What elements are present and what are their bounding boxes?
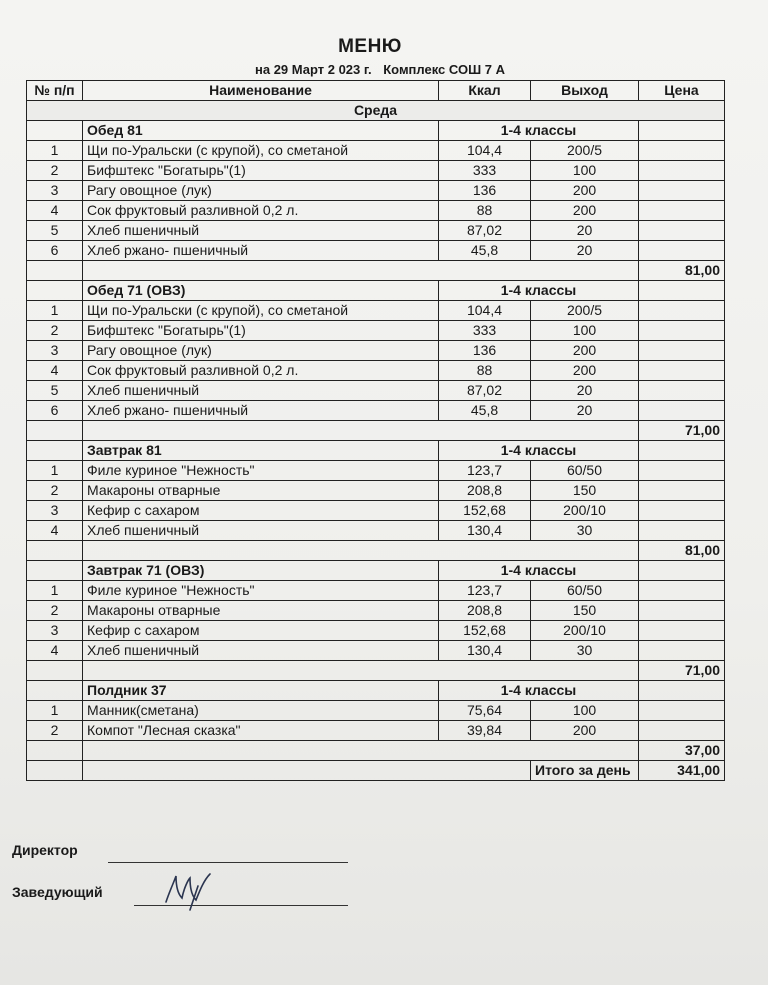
item-yield: 200 bbox=[531, 341, 639, 361]
total-empty-cell bbox=[83, 261, 639, 281]
table-row bbox=[27, 621, 725, 641]
item-yield: 200 bbox=[531, 181, 639, 201]
date-text: на 29 Март 2 023 г. bbox=[255, 62, 372, 77]
table-row bbox=[27, 641, 725, 661]
item-price bbox=[639, 221, 725, 241]
item-yield: 200/10 bbox=[531, 501, 639, 521]
section-group: 1-4 классы bbox=[439, 681, 639, 701]
section-title: Полдник 37 bbox=[83, 681, 439, 701]
item-number: 3 bbox=[27, 621, 83, 641]
table-row bbox=[27, 241, 725, 261]
item-kcal: 45,8 bbox=[439, 401, 531, 421]
item-kcal: 136 bbox=[439, 181, 531, 201]
item-yield: 200 bbox=[531, 201, 639, 221]
item-yield: 30 bbox=[531, 521, 639, 541]
item-name: Макароны отварные bbox=[83, 481, 439, 501]
item-price bbox=[639, 501, 725, 521]
item-number: 2 bbox=[27, 721, 83, 741]
item-price bbox=[639, 161, 725, 181]
section-title: Завтрак 81 bbox=[83, 441, 439, 461]
item-price bbox=[639, 621, 725, 641]
item-price bbox=[639, 481, 725, 501]
section-total: 81,00 bbox=[639, 261, 725, 281]
item-price bbox=[639, 401, 725, 421]
item-yield: 60/50 bbox=[531, 581, 639, 601]
item-kcal: 333 bbox=[439, 321, 531, 341]
table-row bbox=[27, 381, 725, 401]
item-number: 5 bbox=[27, 381, 83, 401]
item-yield: 200/5 bbox=[531, 301, 639, 321]
section-header-row bbox=[27, 281, 725, 301]
item-price bbox=[639, 201, 725, 221]
total-empty-cell bbox=[83, 661, 639, 681]
item-name: Хлеб ржано- пшеничный bbox=[83, 401, 439, 421]
item-kcal: 39,84 bbox=[439, 721, 531, 741]
table-row bbox=[27, 601, 725, 621]
item-yield: 100 bbox=[531, 321, 639, 341]
item-number: 2 bbox=[27, 321, 83, 341]
item-kcal: 130,4 bbox=[439, 521, 531, 541]
section-header-row bbox=[27, 561, 725, 581]
item-yield: 20 bbox=[531, 221, 639, 241]
item-name: Кефир с сахаром bbox=[83, 621, 439, 641]
item-name: Сок фруктовый разливной 0,2 л. bbox=[83, 201, 439, 221]
total-empty-cell bbox=[83, 541, 639, 561]
section-title: Завтрак 71 (ОВЗ) bbox=[83, 561, 439, 581]
item-kcal: 88 bbox=[439, 361, 531, 381]
item-yield: 60/50 bbox=[531, 461, 639, 481]
item-number: 4 bbox=[27, 201, 83, 221]
item-number: 6 bbox=[27, 401, 83, 421]
item-yield: 30 bbox=[531, 641, 639, 661]
item-number: 1 bbox=[27, 461, 83, 481]
section-total-row bbox=[27, 261, 725, 281]
section-num-cell bbox=[27, 121, 83, 141]
menu-table bbox=[26, 80, 725, 781]
section-total: 37,00 bbox=[639, 741, 725, 761]
total-empty-cell bbox=[83, 421, 639, 441]
day-total-row bbox=[27, 761, 725, 781]
section-header-row bbox=[27, 441, 725, 461]
table-row bbox=[27, 141, 725, 161]
item-number: 1 bbox=[27, 301, 83, 321]
item-price bbox=[639, 701, 725, 721]
table-row bbox=[27, 721, 725, 741]
item-price bbox=[639, 301, 725, 321]
item-name: Бифштекс "Богатырь"(1) bbox=[83, 321, 439, 341]
section-total-row bbox=[27, 541, 725, 561]
table-row bbox=[27, 581, 725, 601]
page-title: МЕНЮ bbox=[338, 36, 402, 57]
item-yield: 200 bbox=[531, 361, 639, 381]
item-price bbox=[639, 341, 725, 361]
director-signature-line bbox=[108, 862, 348, 863]
item-name: Щи по-Уральски (с крупой), со сметаной bbox=[83, 141, 439, 161]
item-price bbox=[639, 521, 725, 541]
section-num-cell bbox=[27, 681, 83, 701]
section-total-row bbox=[27, 661, 725, 681]
total-empty-cell bbox=[27, 761, 83, 781]
item-number: 2 bbox=[27, 161, 83, 181]
item-yield: 150 bbox=[531, 481, 639, 501]
item-price bbox=[639, 721, 725, 741]
item-kcal: 87,02 bbox=[439, 221, 531, 241]
section-price-cell bbox=[639, 681, 725, 701]
item-price bbox=[639, 321, 725, 341]
item-number: 6 bbox=[27, 241, 83, 261]
item-number: 4 bbox=[27, 641, 83, 661]
page-subtitle bbox=[0, 62, 760, 77]
item-number: 3 bbox=[27, 501, 83, 521]
table-row bbox=[27, 401, 725, 421]
item-kcal: 75,64 bbox=[439, 701, 531, 721]
table-row bbox=[27, 221, 725, 241]
col-name-header: Наименование bbox=[83, 81, 439, 101]
table-row bbox=[27, 201, 725, 221]
total-empty-cell bbox=[27, 261, 83, 281]
item-name: Компот "Лесная сказка" bbox=[83, 721, 439, 741]
section-price-cell bbox=[639, 281, 725, 301]
table-row bbox=[27, 341, 725, 361]
item-yield: 100 bbox=[531, 701, 639, 721]
director-label: Директор bbox=[12, 842, 78, 858]
item-name: Хлеб пшеничный bbox=[83, 521, 439, 541]
item-kcal: 123,7 bbox=[439, 581, 531, 601]
item-kcal: 88 bbox=[439, 201, 531, 221]
item-kcal: 130,4 bbox=[439, 641, 531, 661]
item-name: Сок фруктовый разливной 0,2 л. bbox=[83, 361, 439, 381]
item-number: 1 bbox=[27, 141, 83, 161]
item-name: Хлеб пшеничный bbox=[83, 641, 439, 661]
total-empty-cell bbox=[27, 541, 83, 561]
item-name: Филе куриное "Нежность" bbox=[83, 461, 439, 481]
item-price bbox=[639, 461, 725, 481]
item-name: Хлеб ржано- пшеничный bbox=[83, 241, 439, 261]
item-name: Щи по-Уральски (с крупой), со сметаной bbox=[83, 301, 439, 321]
section-num-cell bbox=[27, 561, 83, 581]
item-number: 1 bbox=[27, 701, 83, 721]
item-kcal: 136 bbox=[439, 341, 531, 361]
section-title: Обед 71 (ОВЗ) bbox=[83, 281, 439, 301]
section-num-cell bbox=[27, 281, 83, 301]
table-row bbox=[27, 321, 725, 341]
item-kcal: 208,8 bbox=[439, 481, 531, 501]
item-kcal: 104,4 bbox=[439, 141, 531, 161]
table-row bbox=[27, 361, 725, 381]
day-label: Среда bbox=[27, 101, 725, 121]
section-total-row bbox=[27, 421, 725, 441]
complex-text: Комплекс СОШ 7 А bbox=[383, 62, 505, 77]
section-group: 1-4 классы bbox=[439, 441, 639, 461]
total-empty-cell bbox=[27, 741, 83, 761]
item-number: 2 bbox=[27, 481, 83, 501]
table-row bbox=[27, 181, 725, 201]
item-name: Рагу овощное (лук) bbox=[83, 341, 439, 361]
item-yield: 20 bbox=[531, 401, 639, 421]
item-price bbox=[639, 241, 725, 261]
item-number: 3 bbox=[27, 181, 83, 201]
item-price bbox=[639, 361, 725, 381]
section-price-cell bbox=[639, 561, 725, 581]
section-price-cell bbox=[639, 441, 725, 461]
item-kcal: 152,68 bbox=[439, 621, 531, 641]
section-group: 1-4 классы bbox=[439, 561, 639, 581]
section-title: Обед 81 bbox=[83, 121, 439, 141]
item-name: Филе куриное "Нежность" bbox=[83, 581, 439, 601]
item-number: 2 bbox=[27, 601, 83, 621]
day-total-label: Итого за день bbox=[531, 761, 639, 781]
table-row bbox=[27, 301, 725, 321]
table-row bbox=[27, 481, 725, 501]
item-price bbox=[639, 381, 725, 401]
item-name: Кефир с сахаром bbox=[83, 501, 439, 521]
item-name: Манник(сметана) bbox=[83, 701, 439, 721]
col-yield-header: Выход bbox=[531, 81, 639, 101]
section-total: 71,00 bbox=[639, 661, 725, 681]
section-total: 81,00 bbox=[639, 541, 725, 561]
day-total-value: 341,00 bbox=[639, 761, 725, 781]
item-number: 3 bbox=[27, 341, 83, 361]
section-total-row bbox=[27, 741, 725, 761]
col-num-header: № п/п bbox=[27, 81, 83, 101]
item-number: 4 bbox=[27, 521, 83, 541]
table-row bbox=[27, 461, 725, 481]
total-empty-cell bbox=[83, 761, 531, 781]
section-price-cell bbox=[639, 121, 725, 141]
section-header-row bbox=[27, 121, 725, 141]
item-yield: 200/10 bbox=[531, 621, 639, 641]
item-price bbox=[639, 641, 725, 661]
item-price bbox=[639, 181, 725, 201]
item-name: Рагу овощное (лук) bbox=[83, 181, 439, 201]
item-kcal: 208,8 bbox=[439, 601, 531, 621]
table-row bbox=[27, 161, 725, 181]
table-header-row bbox=[27, 81, 725, 101]
item-number: 4 bbox=[27, 361, 83, 381]
item-number: 1 bbox=[27, 581, 83, 601]
item-kcal: 333 bbox=[439, 161, 531, 181]
item-price bbox=[639, 141, 725, 161]
item-name: Хлеб пшеничный bbox=[83, 381, 439, 401]
item-price bbox=[639, 581, 725, 601]
item-kcal: 87,02 bbox=[439, 381, 531, 401]
manager-label: Заведующий bbox=[12, 884, 103, 900]
item-price bbox=[639, 601, 725, 621]
table-row bbox=[27, 521, 725, 541]
item-yield: 100 bbox=[531, 161, 639, 181]
item-name: Макароны отварные bbox=[83, 601, 439, 621]
item-yield: 150 bbox=[531, 601, 639, 621]
section-header-row bbox=[27, 681, 725, 701]
handwritten-signature bbox=[160, 868, 220, 912]
total-empty-cell bbox=[27, 421, 83, 441]
item-yield: 200 bbox=[531, 721, 639, 741]
section-num-cell bbox=[27, 441, 83, 461]
item-kcal: 152,68 bbox=[439, 501, 531, 521]
item-kcal: 104,4 bbox=[439, 301, 531, 321]
item-yield: 20 bbox=[531, 241, 639, 261]
section-group: 1-4 классы bbox=[439, 121, 639, 141]
item-name: Хлеб пшеничный bbox=[83, 221, 439, 241]
item-kcal: 45,8 bbox=[439, 241, 531, 261]
item-yield: 20 bbox=[531, 381, 639, 401]
table-row bbox=[27, 701, 725, 721]
col-kcal-header: Ккал bbox=[439, 81, 531, 101]
col-price-header: Цена bbox=[639, 81, 725, 101]
item-name: Бифштекс "Богатырь"(1) bbox=[83, 161, 439, 181]
total-empty-cell bbox=[27, 661, 83, 681]
total-empty-cell bbox=[83, 741, 639, 761]
item-yield: 200/5 bbox=[531, 141, 639, 161]
table-row bbox=[27, 501, 725, 521]
day-row bbox=[27, 101, 725, 121]
item-kcal: 123,7 bbox=[439, 461, 531, 481]
section-group: 1-4 классы bbox=[439, 281, 639, 301]
item-number: 5 bbox=[27, 221, 83, 241]
section-total: 71,00 bbox=[639, 421, 725, 441]
